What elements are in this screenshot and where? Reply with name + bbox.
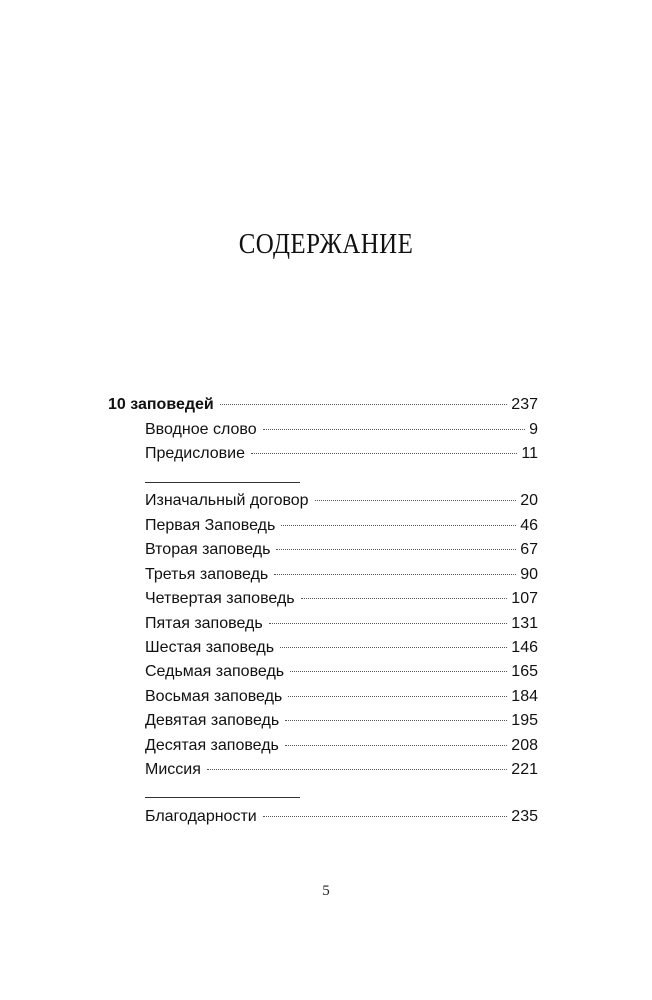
toc-entry[interactable]: [145, 515, 538, 537]
toc-entry-label: Вводное слово: [145, 421, 257, 438]
dot-leader: [280, 647, 507, 648]
toc-entry-label: Первая Заповедь: [145, 517, 276, 534]
toc-entry-page: 20: [520, 492, 538, 509]
toc-entry-label: Десятая заповедь: [145, 737, 279, 754]
toc-entry-label: Изначальный договор: [145, 492, 309, 509]
page-number: 5: [322, 883, 330, 899]
toc-entry-page: 146: [511, 639, 538, 656]
toc-entry[interactable]: [145, 806, 538, 828]
toc-entry-page: 235: [511, 808, 538, 825]
toc-entry-page: 237: [511, 396, 538, 413]
toc-entry-page: 107: [511, 590, 538, 607]
toc-entry-page: 11: [521, 445, 538, 462]
toc-entry-label: Миссия: [145, 761, 201, 778]
dot-leader: [285, 720, 507, 721]
toc-entry[interactable]: [145, 539, 538, 561]
toc-entry-label: Предисловие: [145, 445, 245, 462]
toc-entry[interactable]: [145, 490, 538, 512]
toc-entry-label: Четвертая заповедь: [145, 590, 295, 607]
dot-leader: [301, 598, 508, 599]
page-title: СОДЕРЖАНИЕ: [238, 228, 414, 260]
section-divider: [145, 482, 300, 483]
dot-leader: [276, 549, 516, 550]
dot-leader: [288, 696, 507, 697]
dot-leader: [220, 404, 508, 405]
toc-entry-label: Девятая заповедь: [145, 712, 280, 729]
toc-entry-page: 46: [520, 517, 538, 534]
toc-entry[interactable]: [145, 686, 538, 708]
toc-entry-label: 10 заповедей: [108, 396, 214, 413]
dot-leader: [263, 816, 508, 817]
toc-entry-page: 131: [511, 615, 538, 632]
toc-entry-label: Благодарности: [145, 808, 257, 825]
dot-leader: [315, 500, 517, 501]
dot-leader: [290, 671, 507, 672]
toc-entry-main[interactable]: [108, 394, 538, 416]
toc-entry-label: Вторая заповедь: [145, 541, 271, 558]
dot-leader: [281, 525, 516, 526]
dot-leader: [285, 745, 507, 746]
dot-leader: [274, 574, 516, 575]
dot-leader: [269, 623, 508, 624]
toc-entry-label: Третья заповедь: [145, 566, 269, 583]
toc-entry-page: 67: [520, 541, 538, 558]
toc-entry[interactable]: [145, 710, 538, 732]
toc-entry-page: 208: [511, 737, 538, 754]
toc-entry-page: 184: [511, 688, 538, 705]
toc-entry-label: Восьмая заповедь: [145, 688, 283, 705]
dot-leader: [207, 769, 507, 770]
toc-entry[interactable]: [145, 419, 538, 441]
toc-entry-page: 195: [511, 712, 538, 729]
toc-entry-page: 90: [520, 566, 538, 583]
toc-entry-page: 9: [529, 421, 538, 438]
toc-entry-label: Седьмая заповедь: [145, 663, 285, 680]
toc-entry[interactable]: [145, 735, 538, 757]
toc-entry-label: Шестая заповедь: [145, 639, 275, 656]
dot-leader: [263, 429, 526, 430]
toc-entry-label: Пятая заповедь: [145, 615, 263, 632]
toc-entry[interactable]: [145, 443, 538, 465]
toc-entry[interactable]: [145, 637, 538, 659]
toc-entry-page: 165: [511, 663, 538, 680]
toc-entry[interactable]: [145, 661, 538, 683]
toc-entry[interactable]: [145, 564, 538, 586]
toc-entry-page: 221: [511, 761, 538, 778]
section-divider: [145, 797, 300, 798]
dot-leader: [251, 453, 517, 454]
toc-entry[interactable]: [145, 759, 538, 781]
toc-entry[interactable]: [145, 613, 538, 635]
toc-entry[interactable]: [145, 588, 538, 610]
